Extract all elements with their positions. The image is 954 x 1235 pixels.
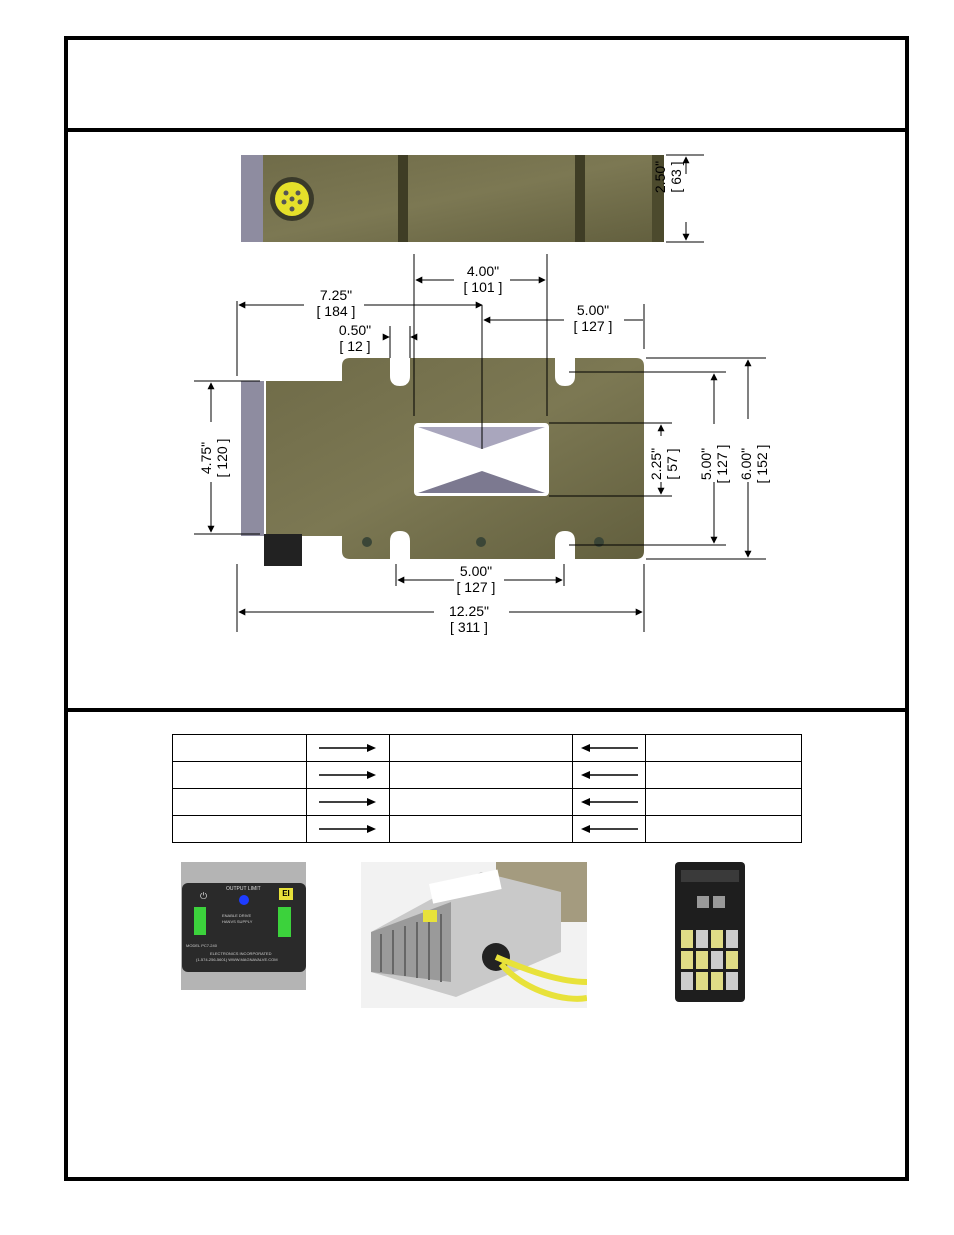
knob-blue xyxy=(239,895,249,905)
enable-drive-label: ENABLE DRIVE xyxy=(222,913,252,918)
ei-logo: EI xyxy=(279,888,293,900)
remote-photo xyxy=(675,862,745,1002)
drawing-panel xyxy=(68,132,905,712)
drive-module-illustration xyxy=(361,862,587,1008)
dim-0-50-in: 0.50" xyxy=(338,322,372,338)
dim-7-25-mm: [ 184 ] xyxy=(316,303,356,319)
dim-2-25-mm: [ 57 ] xyxy=(664,448,680,480)
table-row xyxy=(173,816,802,843)
keypad-button[interactable] xyxy=(711,972,723,990)
plan-view xyxy=(241,358,644,566)
output-limit-label: OUTPUT LIMIT xyxy=(226,886,261,892)
dim-0-50-mm: [ 12 ] xyxy=(339,338,371,354)
keypad-button[interactable] xyxy=(711,930,723,948)
arrow-left-icon xyxy=(580,824,638,834)
connection-table xyxy=(172,734,802,843)
up-button[interactable] xyxy=(697,896,709,908)
dim-4-75-in: 4.75" xyxy=(198,441,214,475)
arrow-right-icon xyxy=(319,797,377,807)
terminal-right xyxy=(278,907,291,937)
dim-4-00-mm: [ 101 ] xyxy=(463,279,503,295)
keypad-button[interactable] xyxy=(696,930,708,948)
table-row xyxy=(173,789,802,816)
model-label: MODEL PC7-240 xyxy=(186,943,217,948)
keypad-button[interactable] xyxy=(681,972,693,990)
arrow-right-icon xyxy=(319,824,377,834)
dim-12-25-in: 12.25" xyxy=(448,603,489,619)
side-view xyxy=(241,155,664,242)
keypad-button[interactable] xyxy=(681,951,693,969)
keypad-button[interactable] xyxy=(696,972,708,990)
down-button[interactable] xyxy=(713,896,725,908)
dim-4-75-mm: [ 120 ] xyxy=(214,438,230,478)
dim-6-00-in: 6.00" xyxy=(738,447,754,481)
dim-5-00-right-mm: [ 127 ] xyxy=(714,444,730,484)
terminal-left xyxy=(194,907,206,935)
company-label: ELECTRONICS INCORPORATED xyxy=(210,951,272,956)
keypad-button[interactable] xyxy=(681,930,693,948)
dim-height-in: 2.50" xyxy=(652,160,668,194)
keypad-button[interactable] xyxy=(711,951,723,969)
arrow-left-icon xyxy=(580,770,638,780)
arrow-right-icon xyxy=(319,743,377,753)
keypad-button[interactable] xyxy=(726,930,738,948)
drive-module-photo xyxy=(361,862,587,1008)
dim-2-25-in: 2.25" xyxy=(648,447,664,481)
table-row xyxy=(173,762,802,789)
dim-5-00-bottom-mm: [ 127 ] xyxy=(456,579,496,595)
dim-7-25-in: 7.25" xyxy=(319,287,353,303)
dim-5-00-top-in: 5.00" xyxy=(576,302,610,318)
arrow-left-icon xyxy=(580,743,638,753)
dim-5-00-top-mm: [ 127 ] xyxy=(573,318,613,334)
dim-5-00-right-in: 5.00" xyxy=(698,447,714,481)
table-row xyxy=(173,735,802,762)
keypad-button[interactable] xyxy=(726,951,738,969)
arrow-right-icon xyxy=(319,770,377,780)
arrow-left-icon xyxy=(580,797,638,807)
dim-4-00-in: 4.00" xyxy=(466,263,500,279)
dim-12-25-mm: [ 311 ] xyxy=(450,619,488,635)
dim-5-00-bottom-in: 5.00" xyxy=(459,563,493,579)
page-frame xyxy=(64,36,909,1181)
power-icon: ⏻ xyxy=(200,891,208,901)
hanvs-supply-label: HANVS SUPPLY xyxy=(222,919,253,924)
keypad-button[interactable] xyxy=(696,951,708,969)
keypad-button[interactable] xyxy=(726,972,738,990)
dim-6-00-mm: [ 152 ] xyxy=(754,444,770,484)
controller-photo xyxy=(181,862,306,990)
header-box xyxy=(68,40,905,132)
dim-height-mm: [ 63 ] xyxy=(668,161,684,193)
phone-label: (1-574-256-5601) WWW.MAGNAVALVE.COM xyxy=(196,957,278,962)
